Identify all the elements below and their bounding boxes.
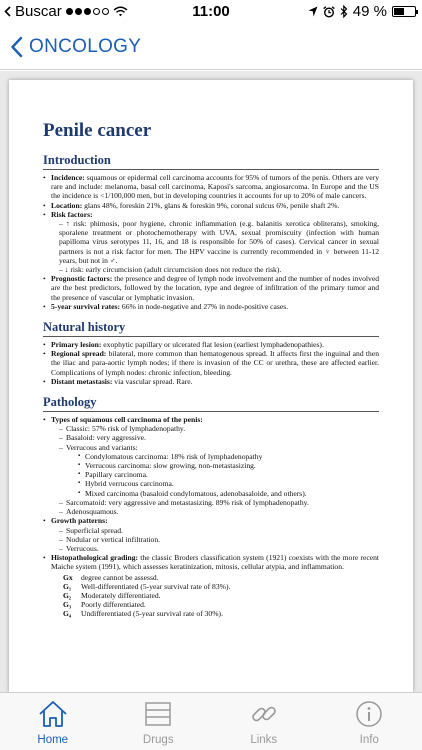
item-text: glans 48%, foreskin 21%, glans & foreskin 9%, coronal sulcus 6%, penile shaft 2%. bbox=[82, 200, 340, 210]
item-text: exophytic papillary or ulcerated flat lesion (earliest lymphadenopathies). bbox=[101, 340, 324, 350]
item-text: 66% in node-negative and 27% in node-positive cases. bbox=[120, 301, 289, 311]
list-item bbox=[43, 349, 379, 377]
grade-text: Well-differentiated (5-year survival rate of 83%). bbox=[81, 581, 231, 591]
list-item bbox=[43, 516, 379, 553]
grade-code: G₄ bbox=[63, 609, 72, 619]
tab-drugs[interactable] bbox=[106, 693, 212, 750]
tab-links[interactable] bbox=[211, 693, 317, 750]
types-sublist bbox=[51, 424, 379, 516]
sub-item: – Basaloid: very aggressive. bbox=[59, 433, 379, 442]
list-item bbox=[43, 377, 379, 386]
back-button[interactable] bbox=[10, 36, 141, 58]
battery-icon bbox=[392, 6, 416, 17]
item-label: Growth patterns: bbox=[51, 516, 108, 526]
item-label: Incidence: bbox=[51, 173, 85, 182]
grade-code: G₂ bbox=[63, 590, 72, 600]
natural-history-list bbox=[43, 340, 379, 386]
item-label: Prognostic factors: bbox=[51, 274, 113, 284]
item-label: Location: bbox=[51, 200, 83, 210]
chevron-left-icon bbox=[10, 36, 23, 58]
list-item bbox=[43, 173, 379, 201]
list-item bbox=[43, 201, 379, 210]
sub-item-label: Verrucous and variants: bbox=[66, 442, 138, 452]
grade-text: Undifferentiated (5-year survival rate of 30%). bbox=[81, 609, 223, 619]
risk-decrease: – ↓ risk: early circumcision (adult circumcision does not reduce the risk). bbox=[59, 265, 282, 275]
variant-item: ▪ Verrucous carcinoma: slow growing, non-metastasizing. bbox=[78, 461, 379, 470]
list-item bbox=[43, 302, 379, 311]
grade-row bbox=[63, 591, 379, 600]
clock: 11:00 bbox=[192, 3, 230, 20]
item-text: bilateral, more common than hematogenous spread. It affects first the inguinal and then the iliac and para-aortic lymph nodes; if there is invasion of the CC or urethra, these are affected earlier. Complications of lymph nodes: chronic infection, bleeding. bbox=[51, 349, 379, 377]
grade-code: Gx bbox=[63, 572, 73, 582]
item-label: Histopathological grading: bbox=[51, 553, 139, 563]
list-item bbox=[43, 553, 379, 618]
section-heading-introduction: Introduction bbox=[43, 153, 379, 170]
battery-fill bbox=[394, 8, 404, 15]
sub-item: – Verrucous. bbox=[59, 544, 379, 553]
grade-text: Poorly differentiated. bbox=[81, 600, 146, 610]
tab-label: Drugs bbox=[142, 734, 174, 746]
grade-row bbox=[63, 573, 379, 582]
variants-sublist bbox=[66, 452, 379, 498]
tab-bar bbox=[0, 692, 422, 750]
tab-label: Home bbox=[37, 734, 69, 746]
variant-item: ▪ Hybrid verrucous carcinoma. bbox=[78, 479, 379, 488]
back-button-label: ONCOLOGY bbox=[29, 35, 142, 57]
risk-increase: – ↑ risk: phimosis, poor hygiene, chronic inflammation (e.g. balanitis xerotica obliterans), smoking, sporalene treatment or photochemotherapy with UVA, sexual promiscuity (infection with human papilloma virus serotypes 11, 16, and 18 is responsible for 50% of cases). Cervical cancer in sexual partners is not a risk factor for men. The HPV vaccine is currently recommended in ♀ between 11-12 years, but not in ♂. bbox=[59, 219, 379, 265]
grade-row bbox=[63, 600, 379, 609]
document-page bbox=[9, 80, 413, 692]
grades-table bbox=[51, 573, 379, 619]
sub-item: – Adenosquamous. bbox=[59, 507, 379, 516]
sub-item: – Nodular or vertical infiltration. bbox=[59, 535, 379, 544]
section-heading-natural-history: Natural history bbox=[43, 320, 379, 337]
pathology-list bbox=[43, 415, 379, 618]
section-heading-pathology: Pathology bbox=[43, 395, 379, 412]
info-icon bbox=[354, 700, 384, 728]
status-bar bbox=[0, 0, 422, 24]
grade-code: G₃ bbox=[63, 600, 72, 610]
document-viewer[interactable] bbox=[0, 71, 422, 692]
item-label: Regional spread: bbox=[51, 349, 107, 359]
grade-code: G₁ bbox=[63, 581, 72, 591]
item-label: Primary lesion: bbox=[51, 340, 102, 350]
carrier-label: Buscar bbox=[15, 3, 62, 20]
item-label: Types of squamous cell carcinoma of the penis: bbox=[51, 415, 203, 425]
variant-item: ▪ Condylomatous carcinoma: 18% risk of lymphadenopathy bbox=[78, 452, 379, 461]
location-icon bbox=[308, 6, 318, 17]
item-text: via vascular spread. Rare. bbox=[112, 376, 193, 386]
grade-row bbox=[63, 582, 379, 591]
list-item bbox=[43, 340, 379, 349]
sub-item: – Sarcomatoid: very aggressive and metastasizing. 89% risk of lymphadenopathy. bbox=[59, 498, 379, 507]
list-item bbox=[43, 274, 379, 302]
sub-item: – Classic: 57% risk of lymphadenopathy. bbox=[59, 424, 379, 433]
navigation-bar bbox=[0, 24, 422, 70]
alarm-icon bbox=[323, 6, 335, 18]
document-title: Penile cancer bbox=[43, 120, 152, 141]
tab-label: Links bbox=[250, 734, 278, 746]
tab-info[interactable] bbox=[317, 693, 422, 750]
sub-item: – Superficial spread. bbox=[59, 526, 379, 535]
item-label: 5-year survival rates: bbox=[51, 301, 121, 311]
list-item bbox=[43, 210, 379, 274]
grade-row bbox=[63, 609, 379, 618]
risk-sublist bbox=[51, 219, 379, 274]
item-label: Risk factors: bbox=[51, 209, 93, 219]
bluetooth-icon bbox=[340, 5, 348, 18]
battery-percent: 49 % bbox=[352, 3, 387, 20]
link-icon bbox=[249, 700, 279, 728]
tab-home[interactable] bbox=[0, 693, 106, 750]
variant-item: ▪ Papillary carcinoma. bbox=[78, 470, 379, 479]
variant-item: ▪ Mixed carcinoma (basaloid condylomatous, adenobasaloide, and others). bbox=[78, 489, 379, 498]
tab-label: Info bbox=[359, 734, 379, 746]
sub-item bbox=[59, 443, 379, 498]
growth-sublist bbox=[51, 526, 379, 554]
item-label: Distant metastasis: bbox=[51, 376, 113, 386]
grade-text: degree cannot be assessd. bbox=[81, 572, 159, 582]
introduction-list bbox=[43, 173, 379, 311]
list-item bbox=[43, 415, 379, 516]
home-icon bbox=[38, 700, 68, 728]
grade-text: Moderately differentiated. bbox=[81, 590, 161, 600]
item-text: the presence and degree of lymph node involvement and the number of nodes involved are the best predictors, followed by the location, type and degree of infiltration of the primary tumor and the presence of vascular or lymphatic invasion. bbox=[51, 274, 380, 302]
status-right bbox=[308, 3, 416, 20]
item-text: the classic Broders classification system (1921) coexists with the more recent Maiche system (1991), which assesses keratinization, mitosis, cellular atypia, and inflammation. bbox=[51, 553, 379, 572]
list-icon bbox=[143, 700, 173, 728]
item-text: squamous or epidermal cell carcinoma accounts for 95% of tumors of the penis. Others are very rare and include: melanoma, basal cell carcinoma, Kaposi's sarcoma, angiosarcoma. In Europe and the US the incidence is <1/100,000 men, but in developing countries it accounts for up to 20% of male cancers. bbox=[51, 173, 379, 201]
